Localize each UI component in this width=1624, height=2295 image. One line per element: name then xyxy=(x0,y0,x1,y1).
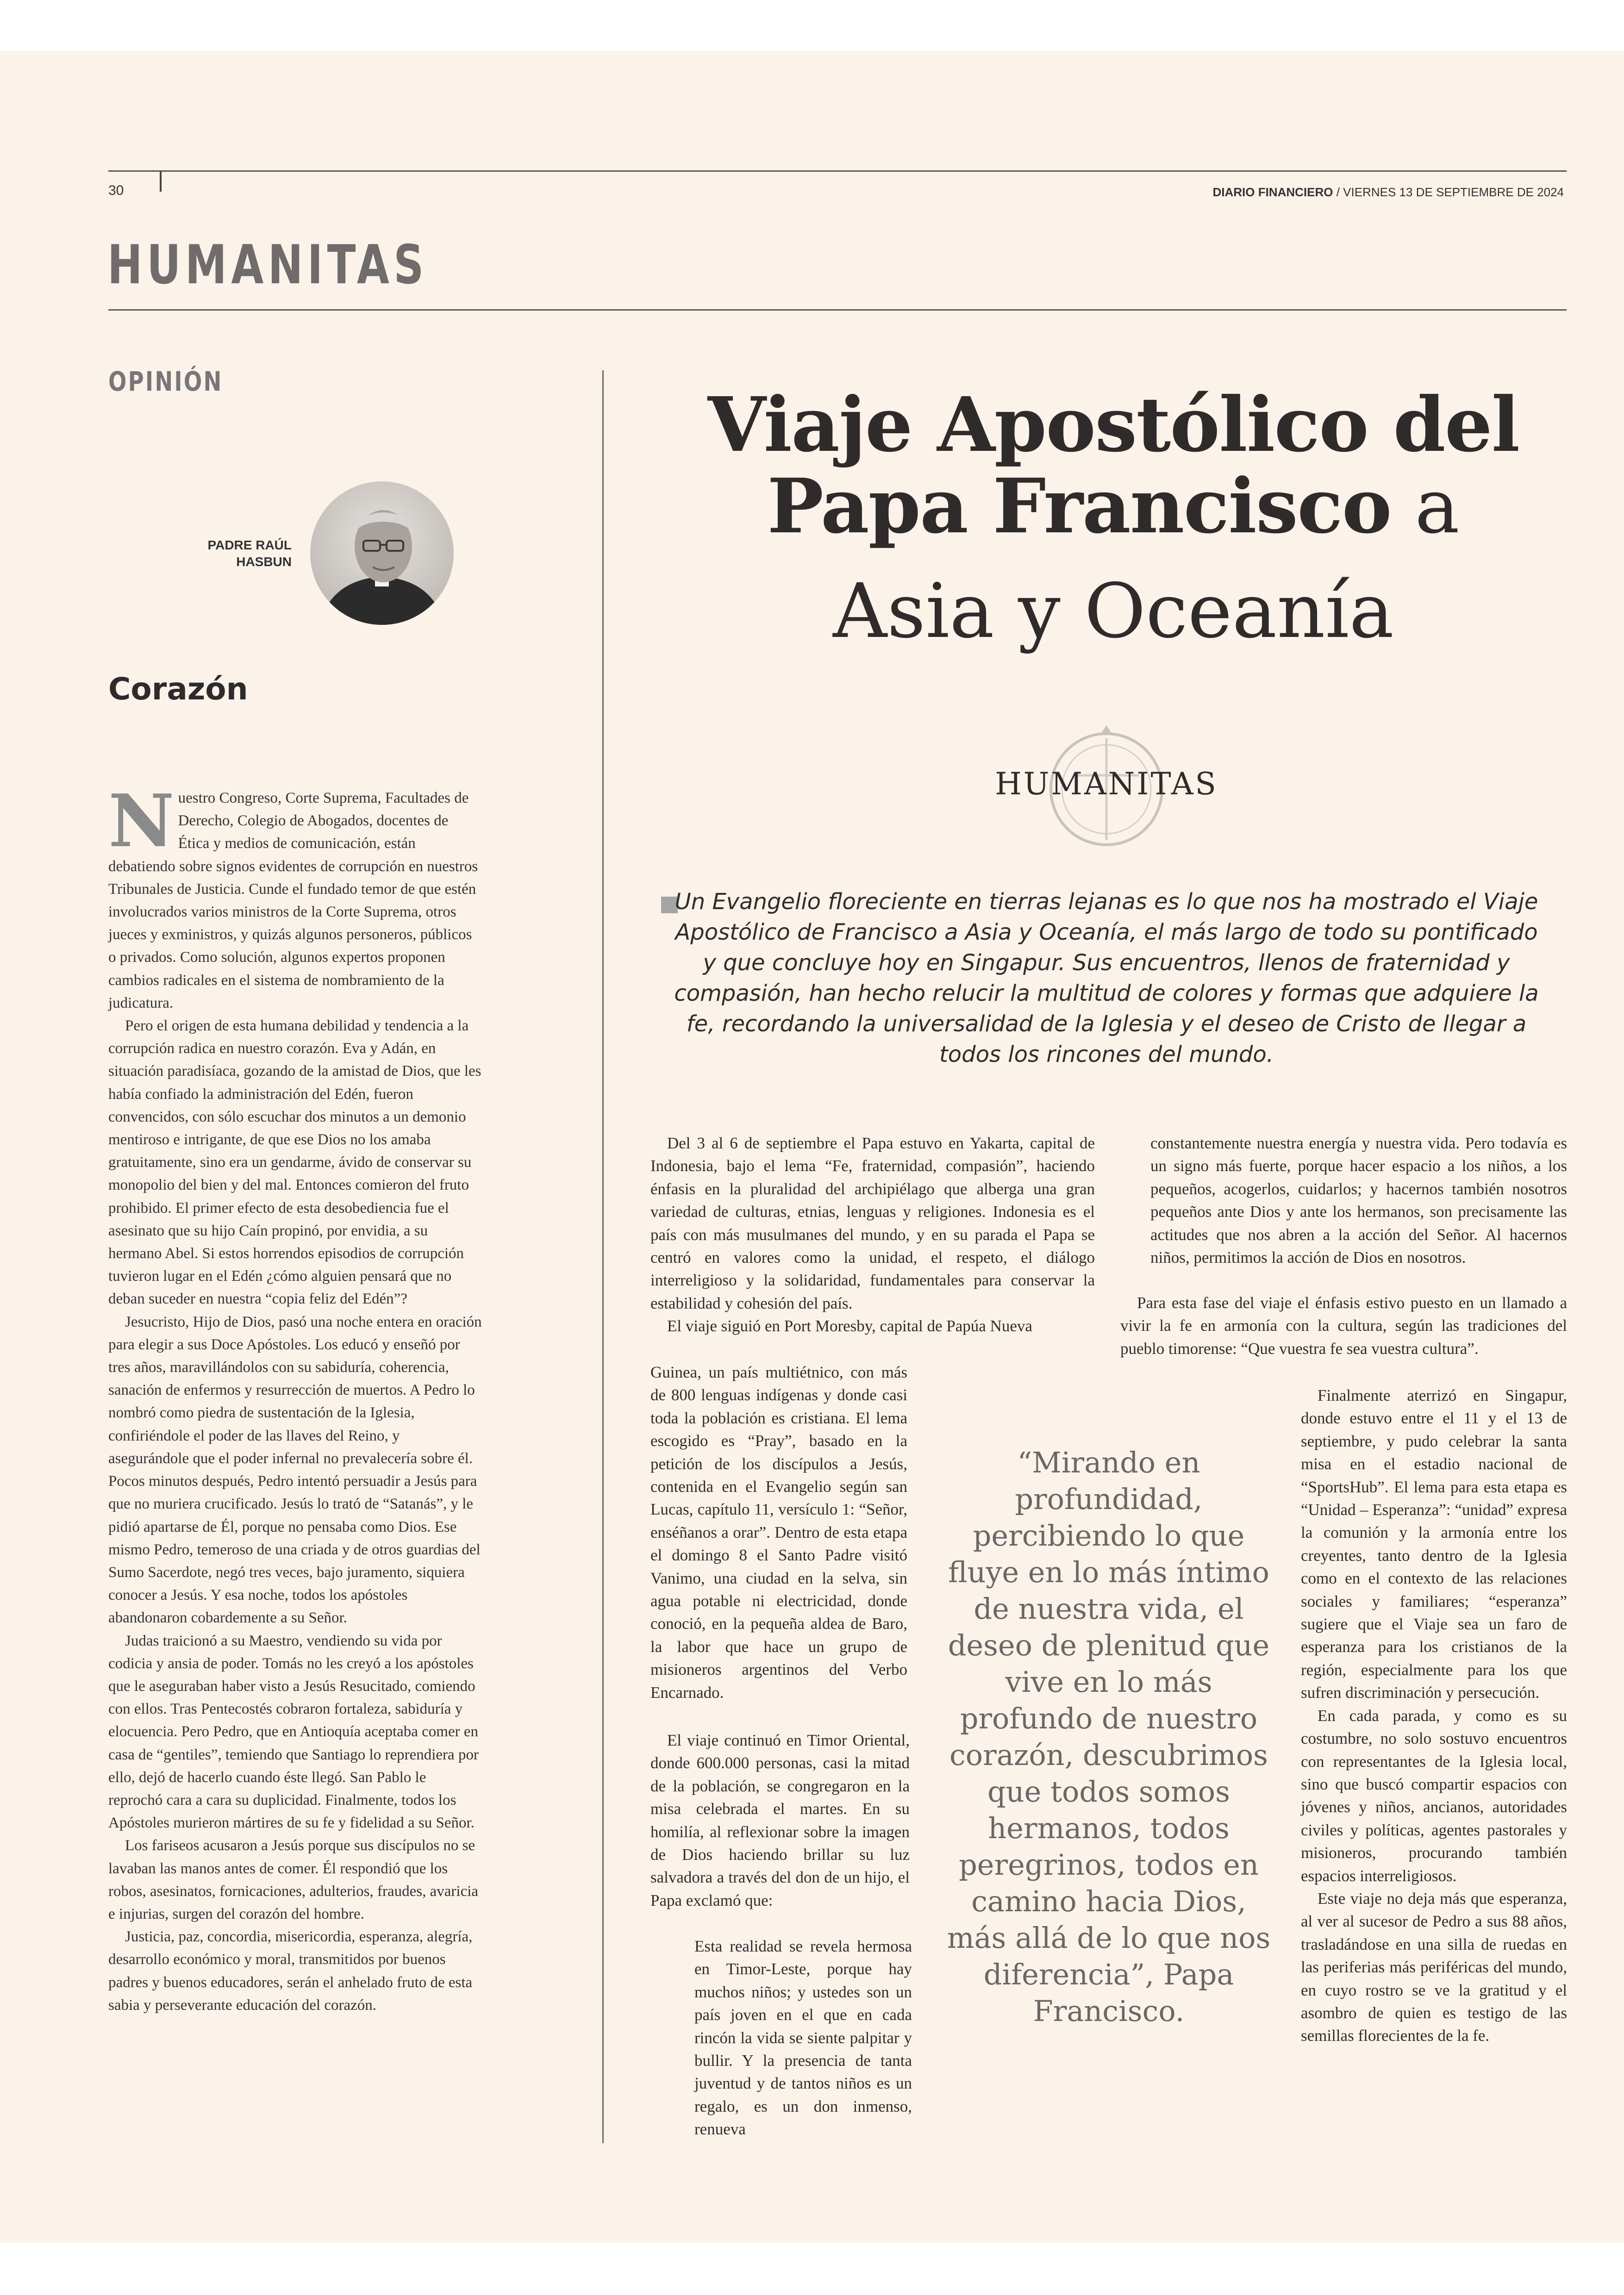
humanitas-logo-text: HUMANITAS xyxy=(995,766,1218,802)
homily-quote: Esta realidad se revela hermosa en Timor-Leste, porque hay muchos niños; y ustedes son un país joven en el que en cada rincón la vida se siente palpitar y bullir. Y la presencia de tanta juventud y de tantos niños es un regalo, es un don inmenso, renueva xyxy=(694,1937,912,2139)
author-portrait xyxy=(310,481,454,625)
feature-column-3c xyxy=(1301,1384,1567,2047)
opinion-paragraph: Judas traicionó a su Maestro, vendiendo su vida por codicia y ansia de poder. Tomás no les creyó a los apóstoles que le aseguraban haber visto a Jesús Resucitado, comiendo con ellos. Tras Pentecostés cobraron fortaleza, sabiduría y elocuencia. Pero Pedro, que en Antioquía aceptaba comer en casa de “gentiles”, temiendo que Santiago lo reprendiera por ello, dejó de hacerlo cuando éste llegó. San Pablo le reprochó cara a cara su duplicidad. Finalmente, todos los Apóstoles murieron mártires de su fe y fidelidad a su Señor. xyxy=(108,1632,479,1832)
headline-line-1: Viaje Apostólico del xyxy=(707,381,1519,469)
feature-column-2a xyxy=(650,1132,1095,1338)
feature-paragraph: Guinea, un país multiétnico, con más de 800 lenguas indígenas y donde casi toda la población es cristiana. El lema escogido es “Pray”, basado en la petición de los discípulos a Jesús, contenida en el Evangelio según san Lucas, capítulo 11, versículo 1: “Señor, enséñanos a orar”. Dentro de esta etapa el domingo 8 el Santo Padre visitó Vanimo, una ciudad en la selva, sin agua potable ni electricidad, donde conoció, en la pequeña aldea de Baro, la labor que hace un grupo de misioneros argentinos del Verbo Encarnado. xyxy=(650,1363,907,1702)
section-rule xyxy=(108,309,1567,311)
headline-line-3: Asia y Oceanía xyxy=(833,568,1394,655)
opinion-label: OPINIÓN xyxy=(108,366,223,397)
feature-paragraph: En cada parada, y como es su costumbre, no solo sostuvo encuentros con representantes de la Iglesia local, sino que buscó compartir espacios con jóvenes y niños, ancianos, autoridades civiles y políticas, agentes pastorales y misioneros, procurando también espacios interreligiosos. xyxy=(1301,1706,1567,1885)
opinion-paragraph: Nuestro Congreso, Corte Suprema, Facultades de Derecho, Colegio de Abogados, docentes de Ética y medios de comunicación, están debatiendo sobre signos evidentes de corrupción en nuestros Tribunales de Justicia. Cunde el fundado temor de que estén involucrados varios ministros de la Corte Suprema, otros jueces y exministros, y quizás algunos personeros, públicos o privados. Como solución, algunos expertos proponen cambios radicales en el sistema de nombramiento de la judicatura. xyxy=(108,779,478,1011)
top-rule xyxy=(108,170,1567,172)
opinion-body xyxy=(108,779,483,2017)
feature-paragraph: Finalmente aterrizó en Singapur, donde estuvo entre el 11 y el 13 de septiembre, y pudo celebrar la santa misa en el estadio nacional de “SportsHub”. El lema para esta etapa es “Unidad – Esperanza”: “unidad” expresa la comunión y la armonía entre los creyentes, tanto dentro de la Iglesia como en el contexto de las relaciones sociales y familiares; “esperanza” sugiere que el Viaje sea un faro de esperanza para los cristianos de la región, especialmente para los que sufren discriminación y persecución. xyxy=(1301,1386,1567,1702)
section-title: HUMANITAS xyxy=(107,234,428,296)
feature-headline xyxy=(620,381,1606,655)
feature-column-3b xyxy=(1120,1291,1567,1360)
author-name xyxy=(176,537,292,570)
opinion-paragraph: Pero el origen de esta humana debilidad y tendencia a la corrupción radica en nuestro corazón. Eva y Adán, en situación paradisíaca, gozando de la amistad de Dios, que les había confiado la administración del Edén, fueron convencidos, con sólo escuchar dos minutos a un demonio mentiroso e intrigante, de que ese Dios no los amaba gratuitamente, sino era un gendarme, ávido de conservar su monopolio del bien y del mal. Entonces comieron del fruto prohibido. El primer efecto de esta desobediencia fue el asesinato que su hijo Caín propinó, por envidia, a su hermano Abel. Si estos horrendos episodios de corrupción tuvieron lugar en el Edén ¿cómo alguien pensará que no deban suceder en nuestra “copia feliz del Edén”? xyxy=(108,1017,481,1308)
feature-paragraph: constantemente nuestra energía y nuestra vida. Pero todavía es un signo más fuerte, porque hacer espacio a los niños, a los pequeños, acogerlos, cuidarlos; y hacernos también nosotros pequeños ante Dios y ante los hermanos, son precisamente las actitudes que nos abren a la acción del Señor. Al hacernos niños, permitimos la acción de Dios en nosotros. xyxy=(1150,1134,1567,1267)
feature-column-2c xyxy=(650,1729,910,1912)
drop-cap: N xyxy=(108,779,175,863)
feature-paragraph: El viaje siguió en Port Moresby, capital de Papúa Nueva xyxy=(667,1317,1032,1335)
feature-paragraph: El viaje continuó en Timor Oriental, donde 600.000 personas, casi la mitad de la población, se congregaron en la misa celebrada el martes. En su homilía, al reflexionar sobre la imagen de Dios haciendo brillar su luz salvadora a través del don de un hijo, el Papa exclamó que: xyxy=(650,1731,910,1909)
headline-line-2: Papa Francisco a xyxy=(767,462,1460,550)
opinion-paragraph: Justicia, paz, concordia, misericordia, esperanza, alegría, desarrollo económico y moral, transmitidos por buenos padres y buenos educadores, serán el anhelado fruto de esta sabia y perseverante educación del corazón. xyxy=(108,1928,473,2014)
feature-paragraph: Este viaje no deja más que esperanza, al ver al sucesor de Pedro a sus 88 años, trasladándose en una silla de ruedas en las periferias más periféricas del mundo, en cuyo rostro se ve la gratitud y el asombro de quien es testigo de las semillas florecientes de la fe. xyxy=(1301,1889,1567,2045)
opinion-paragraph: Los fariseos acusaron a Jesús porque sus discípulos no se lavaban las manos antes de comer. Él respondió que los robos, asesinatos, fornicaciones, adulterios, fraudes, avaricia e injurias, surgen del corazón del hombre. xyxy=(108,1837,479,1922)
publication-date: / VIERNES 13 DE SEPTIEMBRE DE 2024 xyxy=(1336,185,1564,199)
feature-paragraph: Del 3 al 6 de septiembre el Papa estuvo en Yakarta, capital de Indonesia, bajo el lema “Fe, fraternidad, compasión”, haciendo énfasis en la pluralidad del archipiélago que alberga una gran variedad de culturas, etnias, lenguas y religiones. Indonesia es el país con más musulmanes del mundo, y en su parada el Papa se centró en valores como la unidad, el respeto, el diálogo interreligioso y la solidaridad, fundamentales para conservar la estabilidad y cohesión del país. xyxy=(650,1134,1095,1312)
pull-quote: “Mirando en profundidad, percibiendo lo que fluye en lo más íntimo de nuestra vida, el deseo de plenitud que vive en lo más profundo de nuestro corazón, descubrimos que todos somos hermanos, todos peregrinos, todos en camino hacia Dios, más allá de lo que nos diferencia”, Papa Francisco. xyxy=(947,1446,1271,2028)
feature-paragraph: Para esta fase del viaje el énfasis estivo puesto en un llamado a vivir la fe en armonía con la cultura, según las tradiciones del pueblo timorense: “Que vuestra fe sea vuestra cultura”. xyxy=(1120,1294,1567,1358)
page-number: 30 xyxy=(108,183,124,198)
folio-divider xyxy=(160,171,162,192)
author-first: PADRE RAÚL xyxy=(207,538,292,552)
publication-name: DIARIO FINANCIERO xyxy=(1212,185,1333,199)
feature-column-3a xyxy=(1150,1132,1567,1269)
portrait-image xyxy=(310,481,454,625)
feature-lede: Un Evangelio floreciente en tierras lejanas es lo que nos ha mostrado el Viaje Apostólico de Francisco a Asia y Oceanía, el más largo de todo su pontificado y que concluye hoy en Singapur. Sus encuentros, llenos de fraternidad y compasión, han hecho relucir la multitud de colores y formas que adquiere la fe, recordando la universalidad de la Iglesia y el deseo de Cristo de llegar a todos los rincones del mundo. xyxy=(674,889,1539,1067)
author-last: HASBUN xyxy=(236,555,292,569)
column-divider xyxy=(602,370,604,2143)
feature-column-2b xyxy=(650,1361,907,1704)
masthead xyxy=(1212,185,1564,200)
opinion-paragraph: Jesucristo, Hijo de Dios, pasó una noche entera en oración para elegir a sus Doce Apóstoles. Los educó y enseñó por tres años, maravillándolos con su sabiduría, coherencia, sanación de enfermos y resurrección de muertos. A Pedro lo nombró como piedra de sustentación de la Iglesia, confiriéndole el poder de las llaves del Reino, y asegurándole que el poder infernal no prevalecería sobre él. Pocos minutos después, Pedro intentó persuadir a Jesús para que no muriera crucificado. Jesús lo trató de “Satanás”, y le pidió apartarse de Él, porque no pensaba como Dios. Ese mismo Pedro, temeroso de una criada y de otros guardias del Sumo Sacerdote, negó tres veces, bajo juramento, siquiera conocer a Jesús. Y esa noche, todos los apóstoles abandonaron cobardemente a su Señor. xyxy=(108,1313,482,1627)
opinion-title: Corazón xyxy=(108,671,248,707)
